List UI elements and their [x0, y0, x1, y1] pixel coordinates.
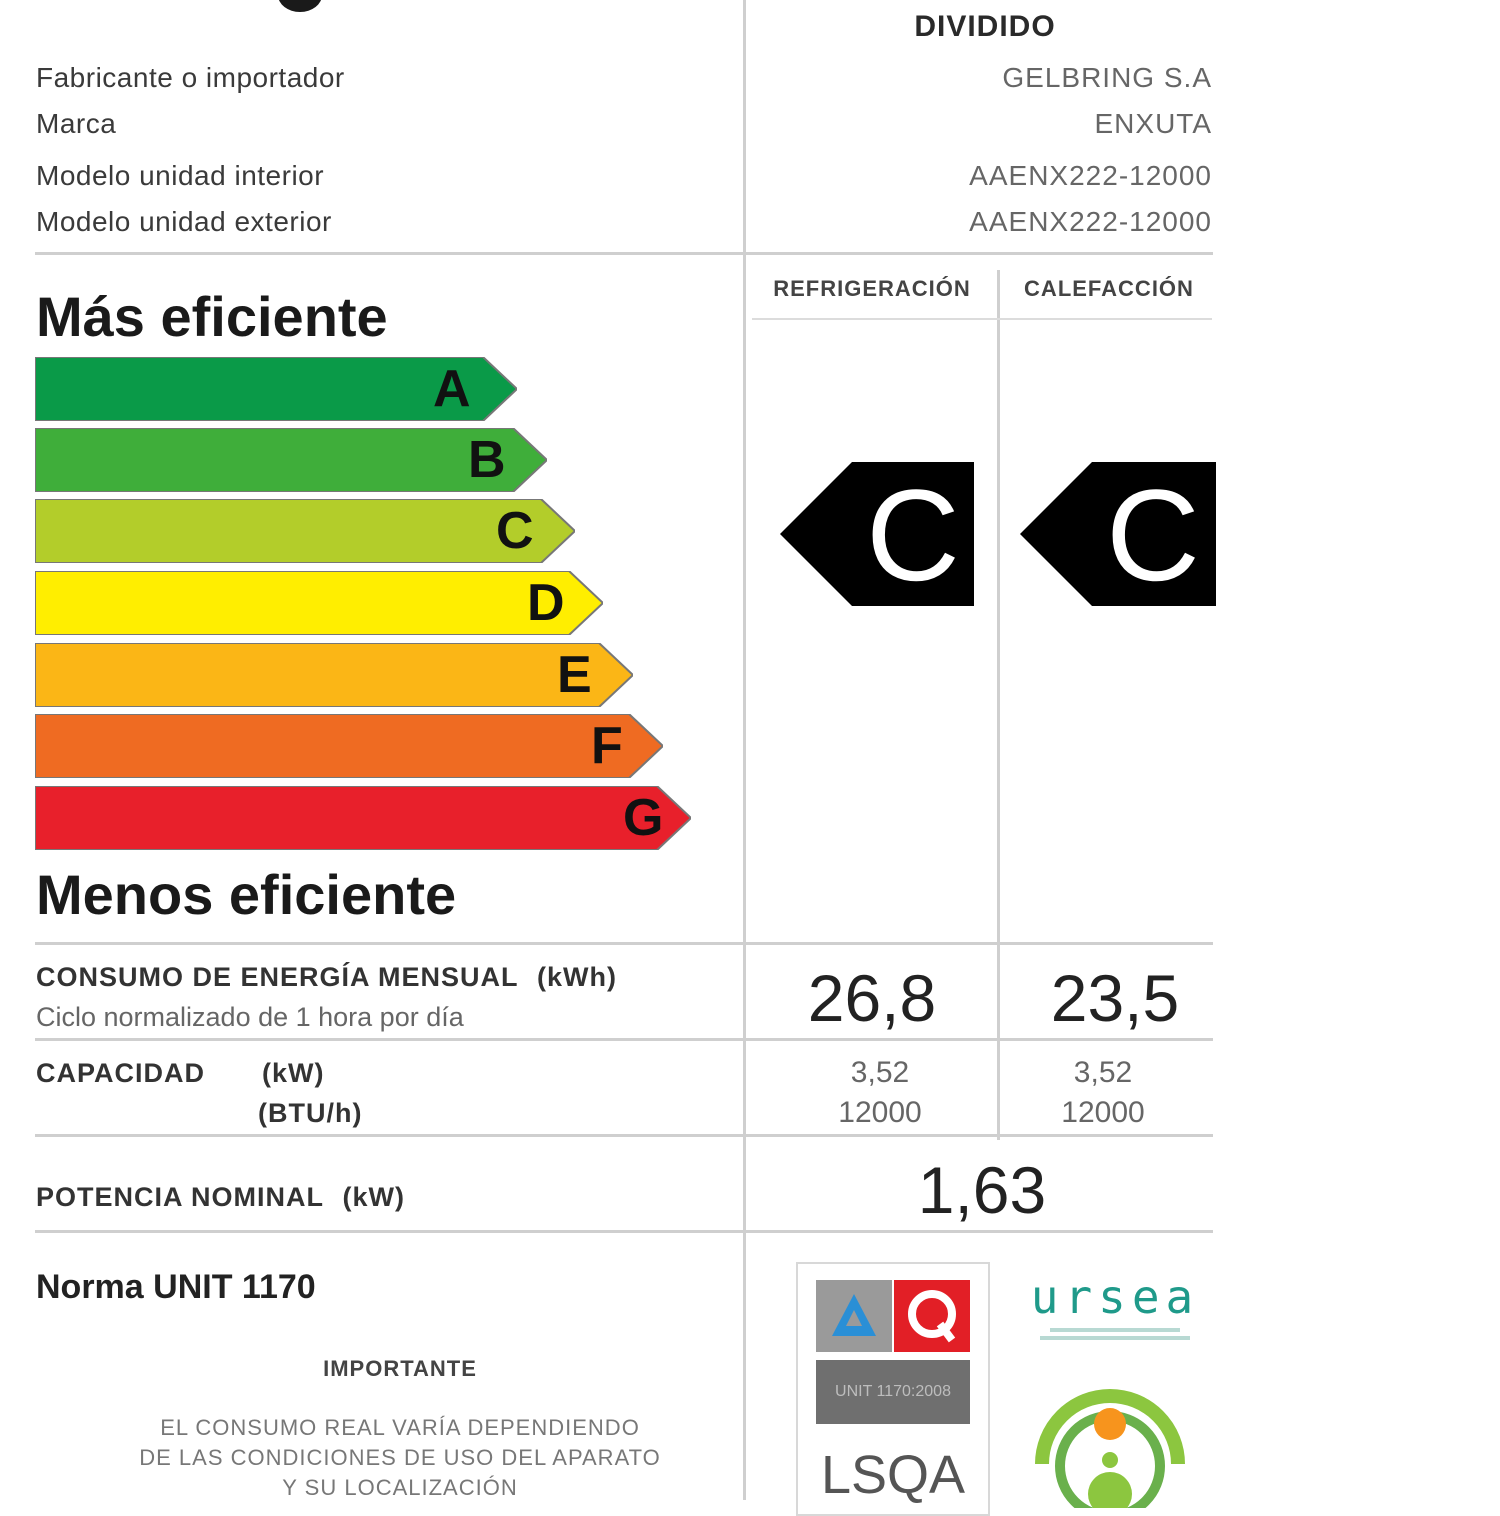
lsqa-logo [796, 1262, 990, 1516]
power-title: POTENCIA NOMINAL [36, 1182, 324, 1212]
lsqa-text: LSQA [820, 1445, 966, 1505]
class-letter-b: B [468, 431, 506, 489]
norm-label: Norma UNIT 1170 [36, 1268, 316, 1306]
cooling-consumption-value: 26,8 [807, 961, 937, 1035]
manufacturer-value: GELBRING S.A [1002, 62, 1212, 93]
class-letter-d: D [527, 574, 565, 632]
cooling-capacity-btu: 12000 [838, 1096, 922, 1129]
heating-column-header: CALEFACCIÓN [1024, 276, 1194, 301]
efficiency-seal-icon [1024, 1368, 1196, 1508]
heating-rating-arrow [1020, 462, 1216, 606]
consumption-subtitle: Ciclo normalizado de 1 hora por día [36, 1002, 464, 1032]
most-efficient-label: Más eficiente [36, 285, 388, 348]
class-bar-shape [35, 714, 663, 778]
ursea-subtitle-line [1040, 1336, 1190, 1340]
ursea-text: ursea [1030, 1270, 1200, 1324]
efficiency-class-c [35, 499, 575, 563]
efficiency-seal [1024, 1368, 1196, 1508]
cooling-column-header: REFRIGERACIÓN [773, 276, 971, 301]
class-bar-shape [35, 571, 603, 635]
power-unit: (kW) [342, 1182, 405, 1212]
class-letter-c: C [496, 502, 534, 560]
important-text [60, 1413, 740, 1503]
heating-consumption-value: 23,5 [1050, 961, 1180, 1035]
indoor-model-label: Modelo unidad interior [36, 160, 325, 191]
column-header-underline [752, 318, 1212, 320]
cooling-rating-letter: C [866, 462, 960, 608]
class-letter-e: E [557, 646, 592, 704]
outdoor-model-value: AAENX222-12000 [969, 206, 1212, 237]
lsqa-band: UNIT 1170:2008 [816, 1360, 970, 1424]
important-line: DE LAS CONDICIONES DE USO DEL APARATO [139, 1445, 661, 1470]
capacity-unit-btu: (BTU/h) [258, 1098, 363, 1128]
capacity-title: CAPACIDAD [36, 1058, 205, 1088]
power-row-label [36, 1182, 405, 1213]
indoor-model-value: AAENX222-12000 [969, 160, 1212, 191]
class-bar-shape [35, 786, 691, 850]
scale-divider [35, 942, 1213, 945]
power-value: 1,63 [917, 1153, 1047, 1227]
class-bar-shape [35, 499, 575, 563]
cooling-rating-arrow [780, 462, 974, 606]
consumption-title: CONSUMO DE ENERGÍA MENSUAL [36, 962, 519, 992]
efficiency-class-a [35, 357, 517, 421]
class-letter-f: F [591, 717, 623, 775]
q-mark-icon [894, 1280, 970, 1352]
ursea-subtitle-line [1050, 1328, 1180, 1332]
efficiency-class-d [35, 571, 603, 635]
manufacturer-label: Fabricante o importador [36, 62, 345, 93]
outdoor-model-label: Modelo unidad exterior [36, 206, 332, 237]
efficiency-class-b [35, 428, 547, 492]
important-line: EL CONSUMO REAL VARÍA DEPENDIENDO [160, 1415, 640, 1440]
power-divider [35, 1230, 1213, 1233]
header-title-bottom: DIVIDIDO [914, 10, 1056, 43]
important-title: IMPORTANTE [323, 1356, 477, 1381]
brand-label: Marca [36, 108, 117, 139]
info-divider [35, 252, 1213, 255]
lsqa-q-panel [894, 1280, 970, 1352]
lsqa-triangle-panel [816, 1280, 892, 1352]
brand-value: ENXUTA [1094, 108, 1212, 139]
main-vertical-divider [743, 0, 746, 1500]
capacity-divider [35, 1134, 1213, 1137]
heating-capacity-btu: 12000 [1061, 1096, 1145, 1129]
efficiency-class-g [35, 786, 691, 850]
triangle-mark-icon [816, 1280, 892, 1352]
efficiency-class-f [35, 714, 663, 778]
heating-capacity-kw: 3,52 [1073, 1056, 1133, 1089]
capacity-unit-kw: (kW) [262, 1058, 325, 1088]
consumption-unit: (kWh) [536, 962, 617, 992]
class-letter-a: A [433, 360, 471, 418]
important-line: Y SU LOCALIZACIÓN [282, 1475, 518, 1500]
cooling-capacity-kw: 3,52 [850, 1056, 910, 1089]
efficiency-class-e [35, 643, 633, 707]
header-logo-fragment [278, 0, 322, 12]
consumption-row-label [36, 962, 736, 993]
class-letter-g: G [623, 789, 664, 847]
class-bar-shape [35, 643, 633, 707]
consumption-divider [35, 1038, 1213, 1041]
heating-rating-letter: C [1106, 462, 1200, 608]
least-efficient-label: Menos eficiente [36, 863, 457, 926]
ursea-logo [1030, 1270, 1200, 1340]
